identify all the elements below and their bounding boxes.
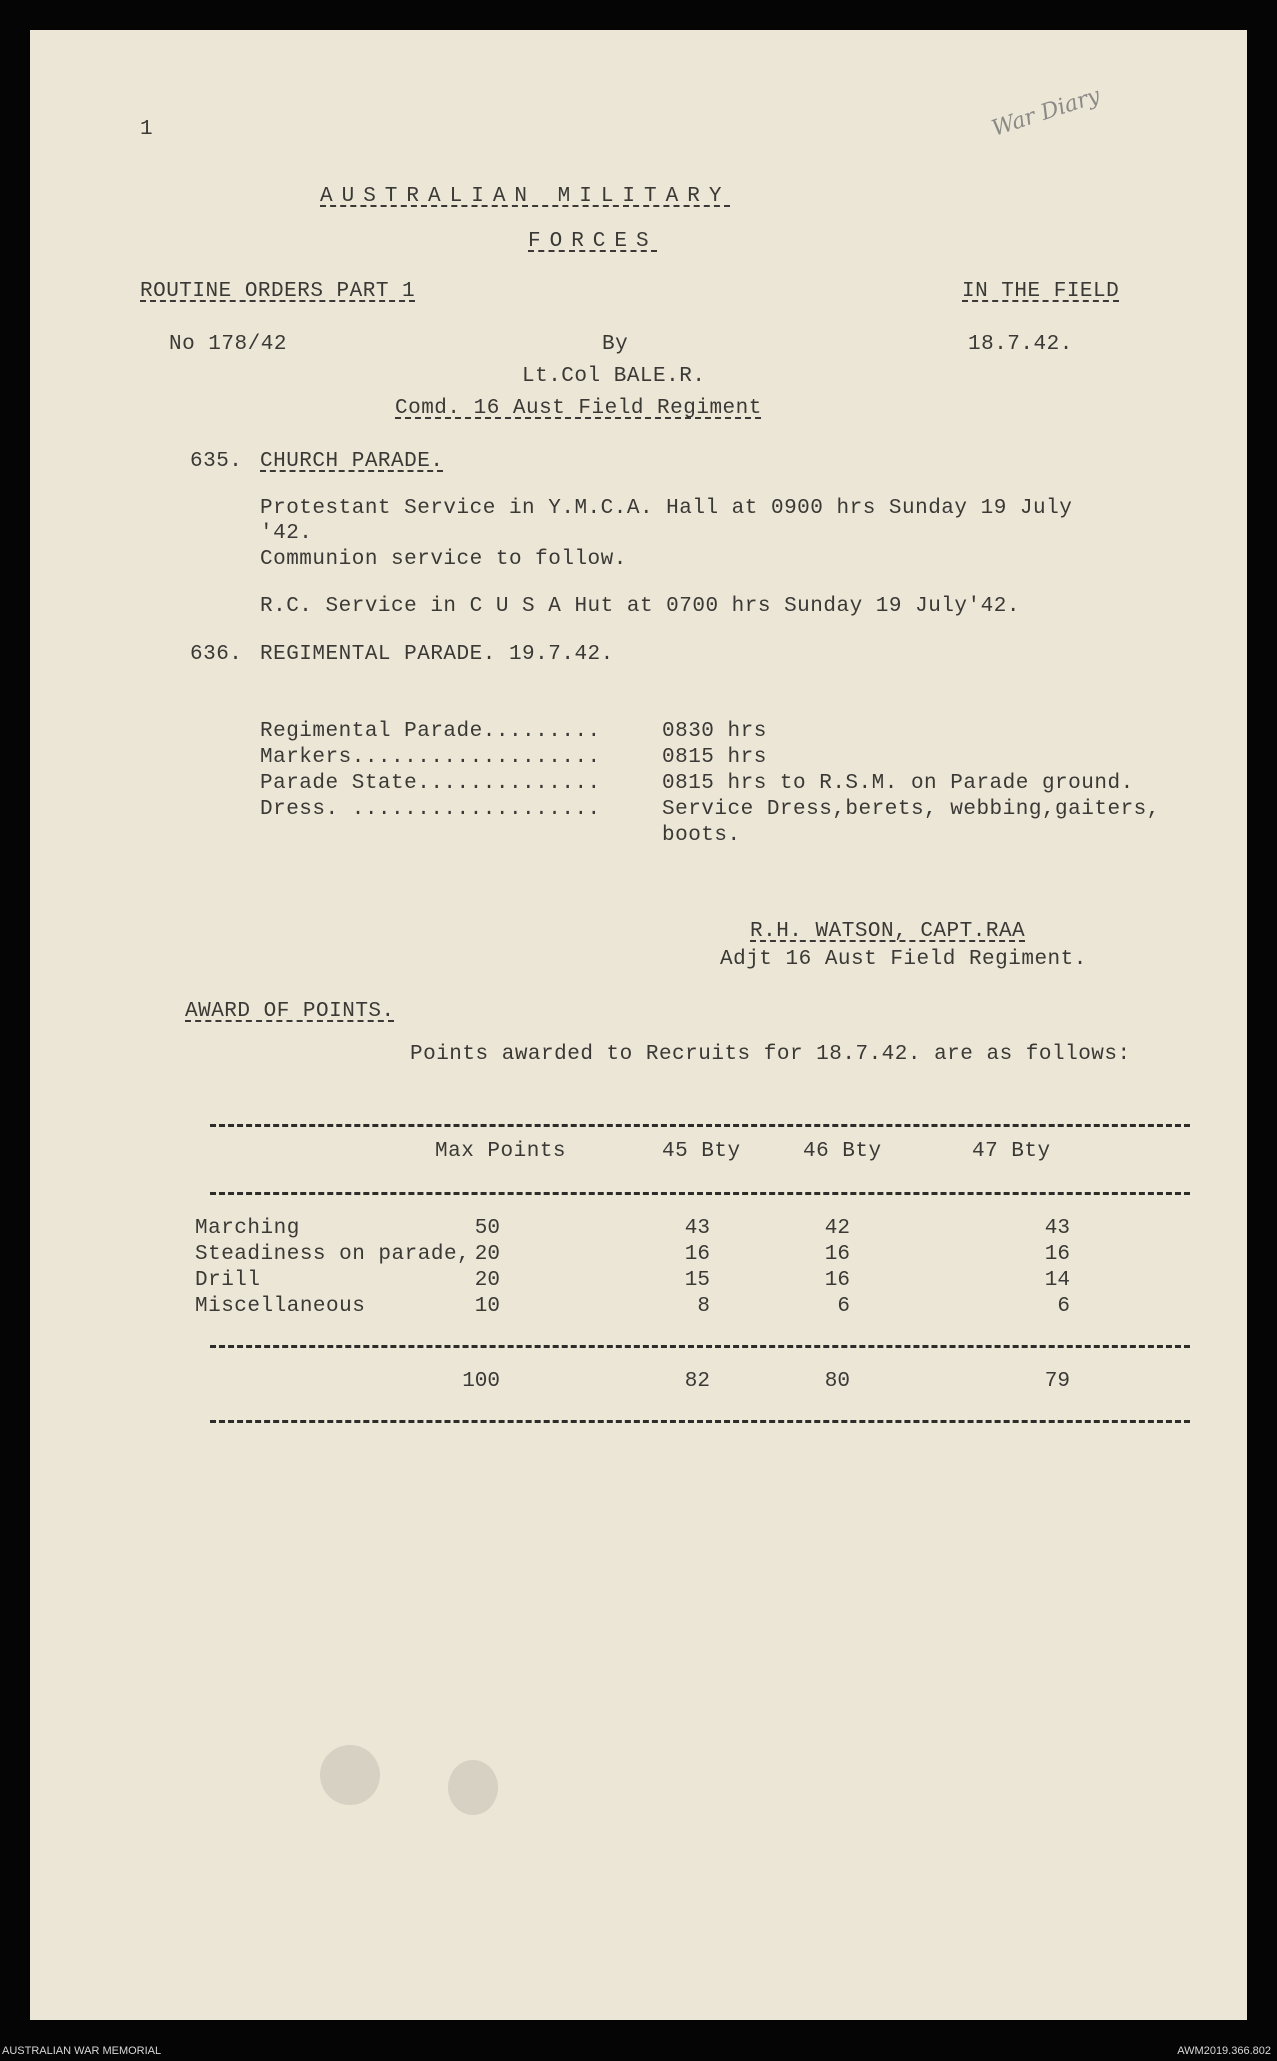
row-47bty: 6 <box>1057 1295 1070 1318</box>
row-47bty: 14 <box>1044 1269 1070 1292</box>
item-heading: CHURCH PARADE. <box>260 450 444 473</box>
handwritten-note: War Diary <box>988 83 1104 142</box>
row-46bty: 16 <box>824 1243 850 1266</box>
row-max: 50 <box>474 1217 500 1240</box>
schedule-value: 0830 hrs <box>662 720 767 743</box>
row-label: Steadiness on parade, <box>195 1243 471 1266</box>
row-46bty: 16 <box>824 1269 850 1292</box>
row-45bty: 16 <box>684 1243 710 1266</box>
schedule-value: 0815 hrs <box>662 746 767 769</box>
orders-label: ROUTINE ORDERS PART 1 <box>140 280 416 303</box>
total-45bty: 82 <box>684 1370 710 1393</box>
table-rule <box>210 1124 1190 1127</box>
page-mark: 1 <box>140 118 154 141</box>
row-label: Marching <box>195 1217 300 1240</box>
row-45bty: 15 <box>684 1269 710 1292</box>
item-heading: REGIMENTAL PARADE. 19.7.42. <box>260 643 614 666</box>
signature-title: Adjt 16 Aust Field Regiment. <box>720 948 1087 971</box>
by-label: By <box>602 333 629 356</box>
stain <box>320 1745 380 1805</box>
column-header: 46 Bty <box>803 1140 882 1163</box>
row-max: 20 <box>474 1243 500 1266</box>
order-date: 18.7.42. <box>968 333 1073 356</box>
row-47bty: 16 <box>1044 1243 1070 1266</box>
awards-intro: Points awarded to Recruits for 18.7.42. are as follows: <box>410 1043 1131 1066</box>
column-header: 45 Bty <box>662 1140 741 1163</box>
footer-credit: AUSTRALIAN WAR MEMORIAL <box>2 2045 162 2057</box>
total-46bty: 80 <box>824 1370 850 1393</box>
location: IN THE FIELD <box>962 280 1120 303</box>
row-46bty: 42 <box>824 1217 850 1240</box>
item-line: Protestant Service in Y.M.C.A. Hall at 0900 hrs Sunday 19 July <box>260 497 1073 520</box>
item-line: R.C. Service in C U S A Hut at 0700 hrs Sunday 19 July'42. <box>260 595 1020 618</box>
table-rule <box>210 1345 1190 1348</box>
footer-accession: AWM2019.366.802 <box>1177 2045 1271 2057</box>
schedule-value: 0815 hrs to R.S.M. on Parade ground. <box>662 772 1134 795</box>
title-line1: AUSTRALIAN MILITARY <box>320 185 731 208</box>
row-47bty: 43 <box>1044 1217 1070 1240</box>
schedule-value: Service Dress,berets, webbing,gaiters, <box>662 798 1160 821</box>
total-47bty: 79 <box>1044 1370 1070 1393</box>
document-page <box>30 30 1247 2020</box>
title-line2: FORCES <box>528 230 658 253</box>
order-number: No 178/42 <box>169 333 287 356</box>
item-line: '42. <box>260 522 313 545</box>
schedule-label: Dress. ................... <box>260 798 601 821</box>
schedule-label: Markers................... <box>260 746 601 769</box>
row-45bty: 8 <box>697 1295 710 1318</box>
row-label: Miscellaneous <box>195 1295 366 1318</box>
row-label: Drill <box>195 1269 261 1292</box>
column-header: Max Points <box>435 1140 567 1163</box>
row-45bty: 43 <box>684 1217 710 1240</box>
table-rule <box>210 1420 1190 1423</box>
total-max: 100 <box>462 1370 500 1393</box>
item-line: Communion service to follow. <box>260 548 627 571</box>
schedule-label: Regimental Parade......... <box>260 720 601 743</box>
schedule-label: Parade State.............. <box>260 772 601 795</box>
row-max: 10 <box>474 1295 500 1318</box>
awards-heading: AWARD OF POINTS. <box>185 1000 395 1023</box>
row-max: 20 <box>474 1269 500 1292</box>
schedule-value: boots. <box>662 824 741 847</box>
commander: Lt.Col BALE.R. <box>522 365 706 388</box>
row-46bty: 6 <box>837 1295 850 1318</box>
column-header: 47 Bty <box>972 1140 1051 1163</box>
item-number: 636. <box>190 643 243 666</box>
stain <box>448 1760 498 1815</box>
table-rule <box>210 1192 1190 1195</box>
signature-name: R.H. WATSON, CAPT.RAA <box>750 920 1026 943</box>
item-number: 635. <box>190 450 243 473</box>
command: Comd. 16 Aust Field Regiment <box>395 397 762 420</box>
